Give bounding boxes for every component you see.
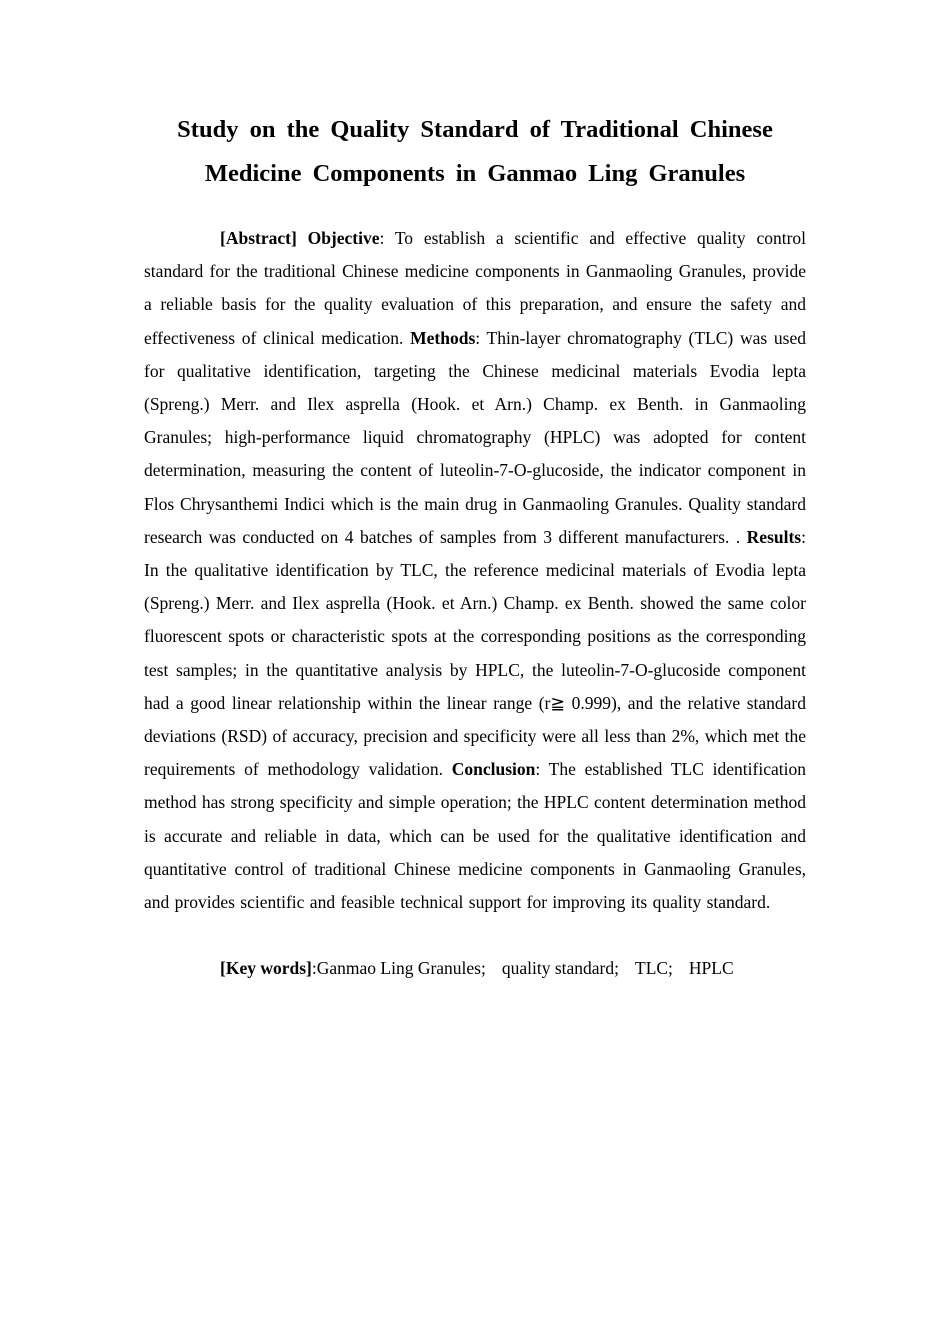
conclusion-text: : The established TLC identification method has strong specificity and simple operation; the HPLC content determination method is accurate and reliable in data, which can be used for the qualitative identification and quantitative control of traditional Chinese medicine components in Ganmaoling Granules, and provides scientific and feasible technical support for improving its quality standard. bbox=[144, 759, 806, 913]
results-label: Results bbox=[746, 526, 802, 547]
objective-text: : To establish a scientific and effective quality control standard for the traditional Chinese medicine components in Ganmaoling Granules, provide a reliable basis for the quality evaluation of this preparation, and ensure the safety and effectiveness of clinical medication. bbox=[144, 228, 807, 348]
keywords-colon: : bbox=[311, 958, 317, 979]
keyword-item: HPLC bbox=[688, 958, 734, 979]
keywords-line bbox=[144, 952, 806, 985]
title-line-1: Study on the Quality Standard of Traditional Chinese bbox=[177, 116, 773, 143]
title-line-2: Medicine Components in Ganmao Ling Granules bbox=[204, 160, 746, 187]
paper-title bbox=[144, 108, 806, 196]
abstract-label: [Abstract] bbox=[220, 228, 297, 248]
keyword-item: Ganmao Ling Granules; bbox=[316, 958, 486, 979]
keywords-label: [Key words] bbox=[220, 958, 312, 979]
methods-label: Methods bbox=[410, 327, 476, 348]
abstract-paragraph bbox=[144, 222, 806, 919]
conclusion-label: Conclusion bbox=[451, 759, 536, 780]
methods-text: : Thin-layer chromatography (TLC) was used for qualitative identification, targeting the Chinese medicinal materials Evodia lepta (Spreng.) Merr. and Ilex asprella (Hook. et Arn.) Champ. ex Benth. in Ganmaoling Granules; high-performance liquid chromatography (HPLC) was adopted for content determination, measuring the content of luteolin-7-O-glucoside, the indicator component in Flos Chrysanthemi Indici which is the main drug in Ganmaoling Granules. Quality standard research was conducted on 4 batches of samples from 3 different manufacturers. . bbox=[144, 327, 806, 547]
paper-page bbox=[144, 108, 806, 1003]
keyword-item: TLC; bbox=[635, 958, 673, 979]
keyword-item: quality standard; bbox=[501, 958, 619, 979]
results-text: : In the qualitative identification by TLC, the reference medicinal materials of Evodia lepta (Spreng.) Merr. and Ilex asprella (Hook. et Arn.) Champ. ex Benth. showed the same color fluorescent spots or characteristic spots at the corresponding positions as the corresponding test samples; in the quantitative analysis by HPLC, the luteolin-7-O-glucoside component had a good linear relationship within the linear range (r≧ 0.999), and the relative standard deviations (RSD) of accuracy, precision and specificity were all less than 2%, which met the requirements of methodology validation. bbox=[144, 526, 806, 780]
objective-label: Objective bbox=[307, 228, 380, 248]
